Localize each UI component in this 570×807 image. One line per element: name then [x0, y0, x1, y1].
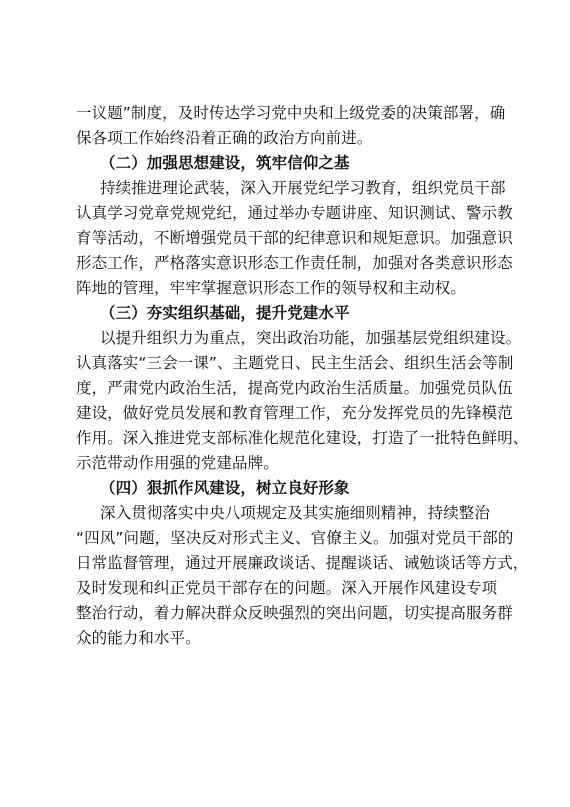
body-line: 及时发现和纠正党员干部存在的问题。深入开展作风建设专项 [76, 579, 498, 597]
body-line: 以提升组织力为重点，突出政治功能，加强基层党组织建设。 [100, 329, 522, 347]
body-line: 形态工作，严格落实意识形态工作责任制，加强对各类意识形态 [76, 254, 513, 272]
body-line: 深入贯彻落实中央八项规定及其实施细则精神，持续整治 [100, 504, 491, 522]
body-line: “四风”问题，坚决反对形式主义、官僚主义。加强对党员干部的 [76, 529, 514, 547]
body-line: 持续推进理论武装，深入开展党纪学习教育，组织党员干部 [100, 179, 506, 197]
section-heading-2: （二）加强思想建设，筑牢信仰之基 [100, 154, 350, 172]
body-line: 作用。深入推进党支部标准化规范化建设，打造了一批特色鲜明、 [76, 429, 529, 447]
body-line: 认真落实“三会一课”、主题党日、民主生活会、组织生活会等制 [76, 354, 514, 372]
body-line: 示范带动作用强的党建品牌。 [76, 454, 279, 472]
section-heading-3: （三）夯实组织基础，提升党建水平 [100, 304, 350, 322]
body-line: 度，严肃党内政治生活，提高党内政治生活质量。加强党员队伍 [76, 379, 513, 397]
document-body [76, 101, 529, 651]
body-line: 认真学习党章党规党纪，通过举办专题讲座、知识测试、警示教 [76, 204, 513, 222]
section-heading-4: （四）狠抓作风建设，树立良好形象 [100, 479, 350, 497]
body-line: 阵地的管理，牢牢掌握意识形态工作的领导权和主动权。 [76, 279, 467, 297]
body-line: 一议题”制度，及时传达学习党中央和上级党委的决策部署，确 [76, 104, 506, 122]
body-line: 整治行动，着力解决群众反映强烈的突出问题，切实提高服务群 [76, 604, 513, 622]
body-line: 育等活动，不断增强党员干部的纪律意识和规矩意识。加强意识 [76, 229, 513, 247]
body-line: 建设，做好党员发展和教育管理工作，充分发挥党员的先锋模范 [76, 404, 513, 422]
body-line: 保各项工作始终沿着正确的政治方向前进。 [76, 129, 373, 147]
body-line: 日常监督管理，通过开展廉政谈话、提醒谈话、诫勉谈话等方式， [76, 554, 529, 572]
body-line: 众的能力和水平。 [76, 629, 201, 647]
